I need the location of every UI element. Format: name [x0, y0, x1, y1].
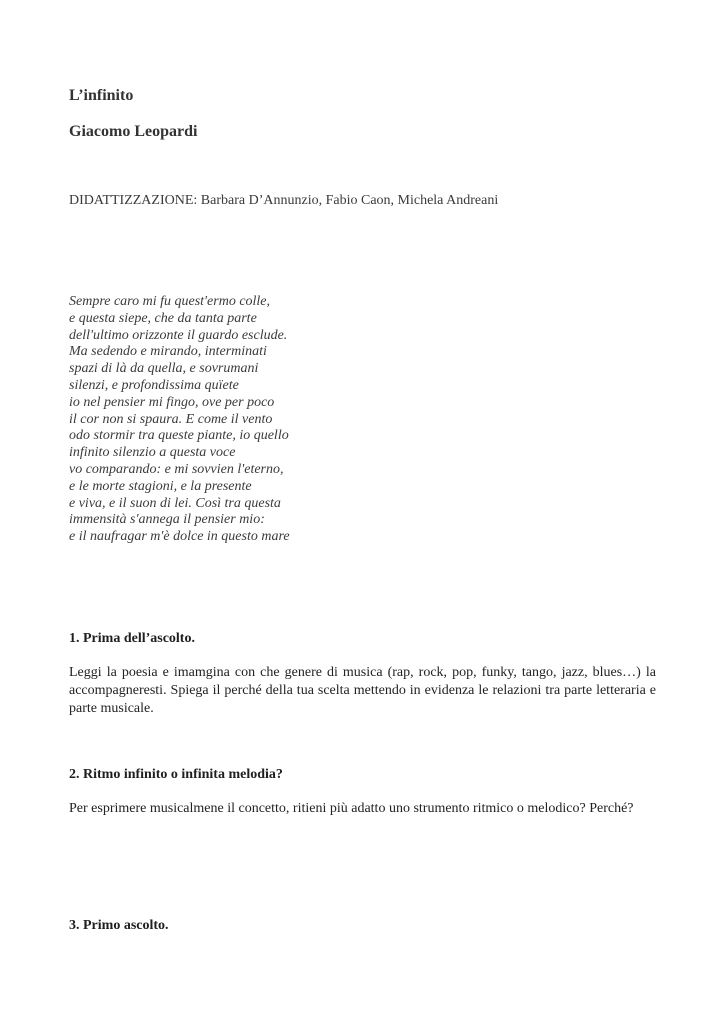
section-body-1: Leggi la poesia e imamgina con che genere di musica (rap, rock, pop, funky, tango, jazz, blues…) la accompagneresti. Spiega il perché della tua scelta mettendo in evidenza le relazioni tra parte letteraria e parte musicale.: [69, 665, 656, 716]
poem-line: il cor non si spaura. E come il vento: [69, 411, 273, 427]
poem-line: spazi di là da quella, e sovrumani: [69, 361, 259, 377]
document-title: L’infinito: [69, 87, 134, 104]
poem-line: infinito silenzio a questa voce: [69, 445, 236, 461]
poem-text: [69, 294, 290, 546]
poem-line: vo comparando: e mi sovvien l'eterno,: [69, 461, 284, 477]
section-body-2: Per esprimere musicalmene il concetto, ritieni più adatto uno strumento ritmico o melodico? Perché?: [69, 801, 634, 816]
poem-line: Sempre caro mi fu quest'ermo colle,: [69, 294, 271, 309]
section-heading-3: 3. Primo ascolto.: [69, 918, 169, 933]
poem-line: Ma sedendo e mirando, interminati: [69, 344, 267, 360]
poem-line: io nel pensier mi fingo, ove per poco: [69, 394, 275, 410]
poem-line: e questa siepe, che da tanta parte: [69, 310, 257, 326]
poem-line: immensità s'annega il pensier mio:: [69, 512, 265, 528]
section-heading-2: 2. Ritmo infinito o infinita melodia?: [69, 767, 283, 782]
poem-line: e viva, e il suon di lei. Così tra questa: [69, 495, 281, 511]
poem-line: silenzi, e profondissima quïete: [69, 377, 239, 393]
poem-line: e il naufragar m'è dolce in questo mare: [69, 529, 290, 545]
poem-line: dell'ultimo orizzonte il guardo esclude.: [69, 327, 288, 343]
section-heading-1: 1. Prima dell’ascolto.: [69, 631, 195, 646]
document-credits: DIDATTIZZAZIONE: Barbara D’Annunzio, Fabio Caon, Michela Andreani: [69, 193, 499, 208]
document-author: Giacomo Leopardi: [69, 123, 198, 140]
poem-line: odo stormir tra queste piante, io quello: [69, 428, 289, 444]
poem-line: e le morte stagioni, e la presente: [69, 478, 252, 494]
